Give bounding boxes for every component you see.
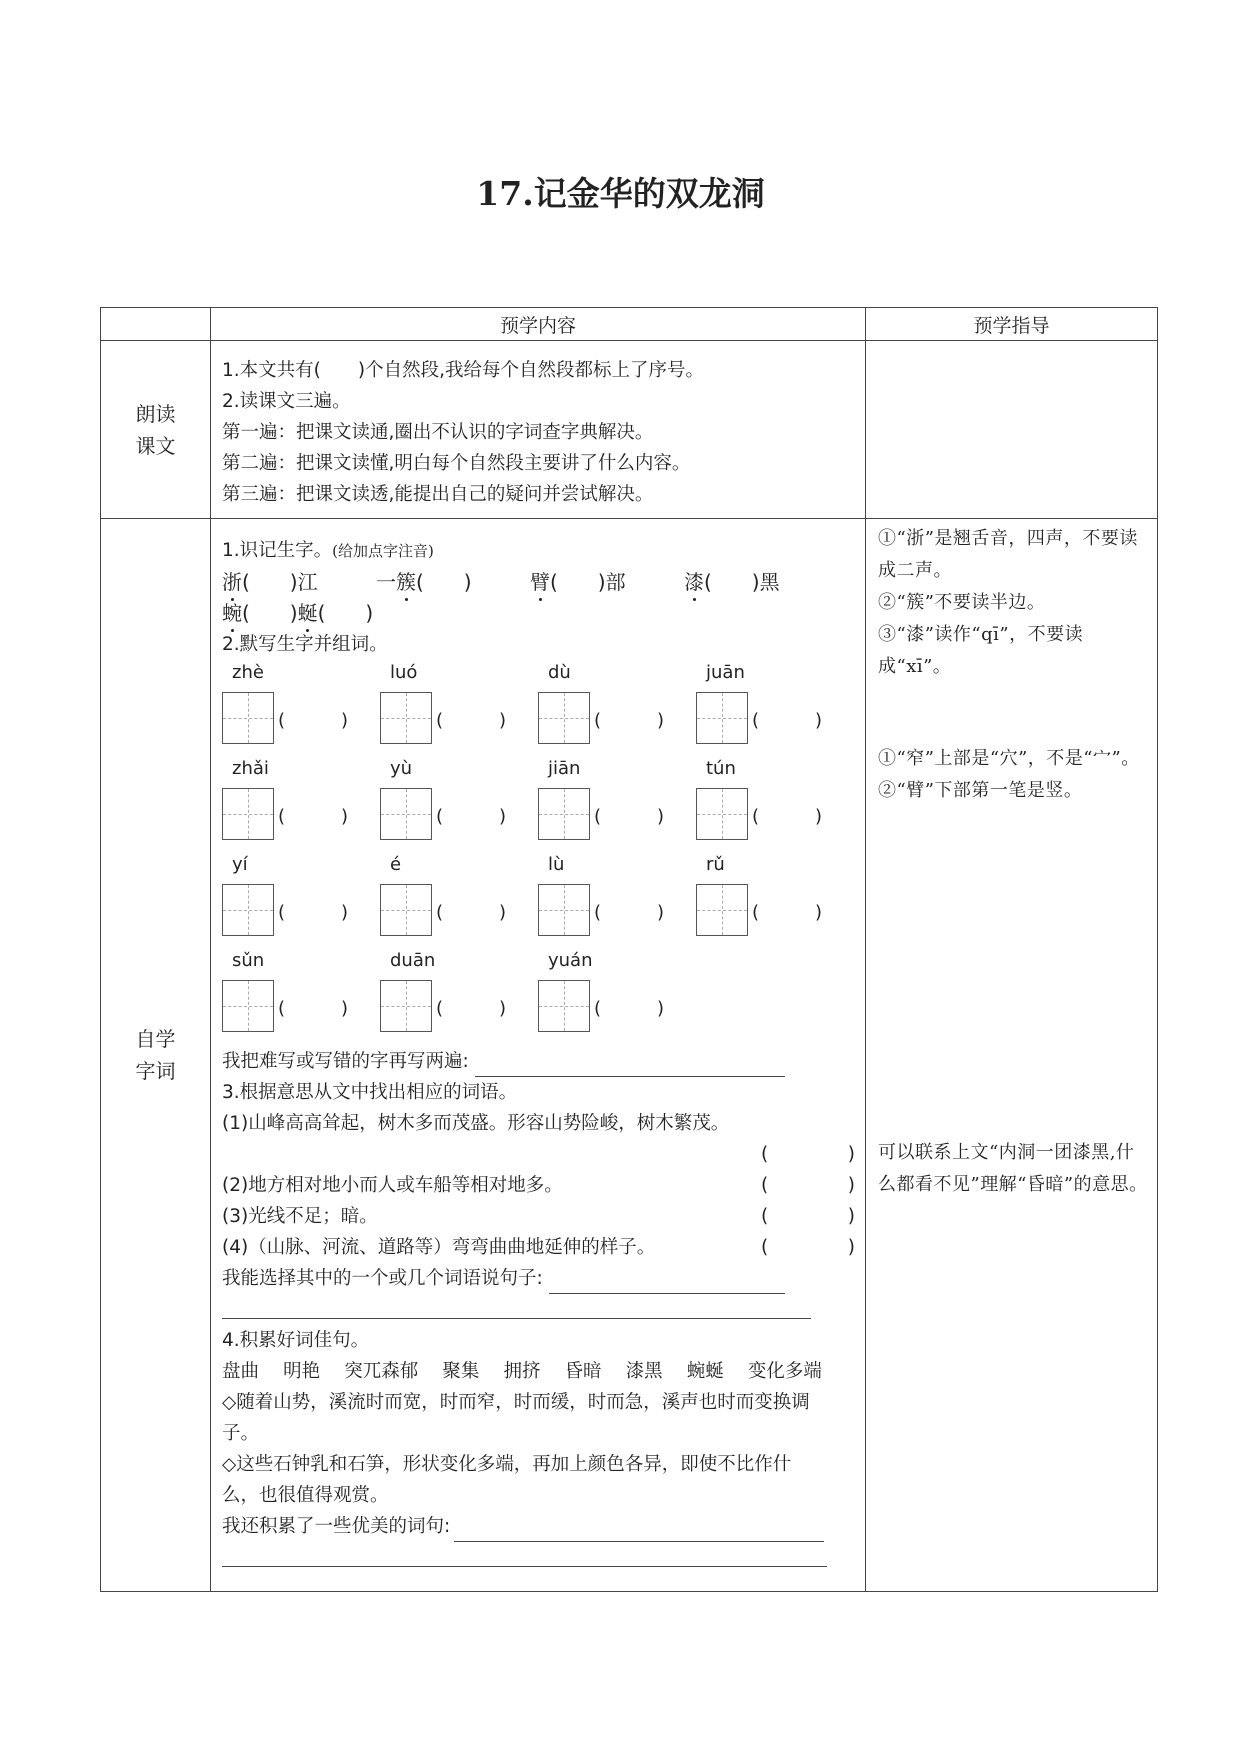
paren-right: ) bbox=[656, 902, 664, 923]
grid-cell bbox=[696, 854, 854, 950]
sentence-para-2: ◇这些石钟乳和石笋，形状变化多端，再加上颜色各异，即使不比作什么，也很值得观赏。 bbox=[222, 1454, 792, 1506]
pinyin-label: é bbox=[390, 854, 402, 875]
char-item bbox=[376, 567, 530, 598]
guide-group-3: 可以联系上文“内洞一团漆黑,什么都看不见”理解“昏暗”的意思。 bbox=[878, 1142, 1148, 1195]
pinyin-label: rǔ bbox=[706, 854, 725, 875]
label-line: 字词 bbox=[135, 1059, 176, 1083]
section-label-reading bbox=[101, 341, 211, 519]
writing-box[interactable] bbox=[222, 884, 274, 936]
paren-left: ( bbox=[594, 710, 602, 731]
paren-left: ( bbox=[752, 710, 760, 731]
writing-box[interactable] bbox=[538, 884, 590, 936]
pinyin-label: sǔn bbox=[232, 950, 265, 971]
pinyin-label: yí bbox=[232, 854, 248, 875]
vocab-word: 盘曲 bbox=[222, 1361, 260, 1382]
guide-item: ③“漆”读作“qī”，不要读成“xī”。 bbox=[878, 624, 1084, 677]
q3-answer[interactable]: ( ) bbox=[761, 1206, 855, 1227]
word-blank[interactable] bbox=[436, 897, 506, 928]
word-blank[interactable] bbox=[752, 897, 822, 928]
char-item bbox=[222, 567, 376, 598]
q3-item: (3)光线不足；暗。 bbox=[222, 1206, 378, 1227]
reading-line: 2.读课文三遍。 bbox=[222, 391, 351, 412]
q4-heading: 4.积累好词佳句。 bbox=[222, 1330, 370, 1351]
word-blank[interactable] bbox=[594, 801, 664, 832]
rewrite-label: 我把难写或写错的字再写两遍: bbox=[222, 1051, 469, 1072]
writing-box[interactable] bbox=[538, 788, 590, 840]
pinyin-label: zhǎi bbox=[232, 758, 269, 779]
word-blank[interactable] bbox=[436, 993, 506, 1024]
writing-box[interactable] bbox=[222, 980, 274, 1032]
label-line: 课文 bbox=[135, 433, 176, 458]
paren-left: ( bbox=[594, 806, 602, 827]
word-blank[interactable] bbox=[436, 705, 506, 736]
writing-box[interactable] bbox=[222, 788, 274, 840]
vocab-word: 漆黑 bbox=[625, 1361, 663, 1382]
writing-box[interactable] bbox=[696, 788, 748, 840]
paren-left: ( bbox=[752, 902, 760, 923]
paren-right: ) bbox=[656, 998, 664, 1019]
paren-right: ) bbox=[340, 998, 348, 1019]
grid-row bbox=[222, 950, 855, 1046]
grid-cell bbox=[696, 662, 854, 758]
sentence-blank-2[interactable] bbox=[222, 1294, 811, 1319]
grid-row bbox=[222, 662, 855, 758]
guide-group-2 bbox=[878, 743, 1149, 807]
q3-item-row bbox=[222, 1232, 855, 1263]
char-rest: ( )江 bbox=[242, 570, 318, 594]
paren-left: ( bbox=[436, 902, 444, 923]
paren-left: ( bbox=[278, 806, 286, 827]
guide-group-1 bbox=[878, 523, 1149, 683]
q1-note: (给加点字注音) bbox=[332, 542, 434, 560]
dotted-char: 蜒 bbox=[298, 598, 318, 629]
reading-line: 第三遍：把课文读透,能提出自己的疑问并尝试解决。 bbox=[222, 484, 654, 505]
rewrite-blank[interactable] bbox=[475, 1054, 785, 1077]
word-blank[interactable] bbox=[436, 801, 506, 832]
accumulate-blank-2[interactable] bbox=[222, 1542, 827, 1567]
grid-cell bbox=[696, 758, 854, 854]
guide-item: ②“簇”不要读半边。 bbox=[878, 592, 1046, 613]
grid-cell bbox=[222, 758, 380, 854]
section-reading bbox=[101, 341, 1158, 519]
paren-right: ) bbox=[340, 710, 348, 731]
corner-cell bbox=[101, 308, 211, 341]
q3-item-row bbox=[222, 1170, 855, 1201]
dotted-char: 簇 bbox=[396, 567, 416, 598]
vocab-word: 拥挤 bbox=[503, 1361, 541, 1382]
writing-box[interactable] bbox=[696, 884, 748, 936]
paren-left: ( bbox=[278, 710, 286, 731]
guide-item: ①“浙”是翘舌音，四声，不要读成二声。 bbox=[878, 528, 1138, 581]
paren-right: ) bbox=[340, 902, 348, 923]
grid-cell bbox=[222, 950, 380, 1046]
word-blank[interactable] bbox=[278, 801, 348, 832]
writing-box[interactable] bbox=[696, 692, 748, 744]
paren-right: ) bbox=[814, 902, 822, 923]
grid-cell bbox=[380, 758, 538, 854]
vocab-content bbox=[211, 519, 866, 1592]
word-blank[interactable] bbox=[278, 897, 348, 928]
paren-right: ) bbox=[656, 710, 664, 731]
vocab-word: 聚集 bbox=[442, 1361, 480, 1382]
worksheet-table bbox=[100, 307, 1158, 1592]
dotted-char: 浙 bbox=[222, 567, 242, 598]
grid-cell bbox=[538, 758, 696, 854]
dotted-char: 漆 bbox=[684, 567, 704, 598]
word-list bbox=[222, 1356, 822, 1387]
paren-left: ( bbox=[752, 806, 760, 827]
paren-right: ) bbox=[498, 710, 506, 731]
q3-answer[interactable]: ( ) bbox=[761, 1175, 855, 1196]
pinyin-label: jiān bbox=[548, 758, 581, 779]
grid-row bbox=[222, 758, 855, 854]
grid-cell bbox=[380, 950, 538, 1046]
paren-left: ( bbox=[436, 998, 444, 1019]
paren-right: ) bbox=[814, 806, 822, 827]
vocab-word: 变化多端 bbox=[747, 1361, 822, 1382]
vocab-word: 明艳 bbox=[283, 1361, 321, 1382]
accumulate-blank[interactable] bbox=[454, 1519, 824, 1542]
char-rest: ( )部 bbox=[550, 570, 626, 594]
paren-right: ) bbox=[340, 806, 348, 827]
rewrite-line bbox=[222, 1046, 855, 1077]
writing-grid bbox=[222, 662, 855, 1046]
word-blank[interactable] bbox=[752, 705, 822, 736]
char-rest: ( ) bbox=[317, 601, 374, 625]
content-header: 预学内容 bbox=[211, 308, 866, 341]
pinyin-label: tún bbox=[706, 758, 736, 779]
word-blank[interactable] bbox=[594, 705, 664, 736]
char-item bbox=[530, 567, 684, 598]
char-rest: ( )黑 bbox=[704, 570, 780, 594]
sentence-label: 我能选择其中的一个或几个词语说句子: bbox=[222, 1268, 543, 1289]
label-line: 自学 bbox=[135, 1027, 176, 1051]
reading-line: 1.本文共有( )个自然段,我给每个自然段都标上了序号。 bbox=[222, 360, 704, 381]
q3-item-row bbox=[222, 1201, 855, 1232]
word-blank[interactable] bbox=[752, 801, 822, 832]
char-item bbox=[684, 570, 780, 594]
q3-answer[interactable]: ( ) bbox=[761, 1237, 855, 1258]
q1-heading bbox=[222, 535, 855, 567]
char-rest: ( ) bbox=[416, 570, 472, 594]
word-blank[interactable] bbox=[278, 705, 348, 736]
writing-box[interactable] bbox=[380, 692, 432, 744]
pinyin-label: dù bbox=[548, 662, 571, 683]
sentence-para-1: ◇随着山势，溪流时而宽，时而窄，时而缓，时而急，溪声也时而变换调子。 bbox=[222, 1392, 810, 1444]
char-item: 蜿( )蜒( ) bbox=[222, 601, 373, 625]
paren-right: ) bbox=[814, 710, 822, 731]
paren-right: ) bbox=[498, 806, 506, 827]
writing-box[interactable] bbox=[538, 980, 590, 1032]
paren-left: ( bbox=[278, 998, 286, 1019]
pinyin-label: zhè bbox=[232, 662, 264, 683]
q2-heading: 2.默写生字并组词。 bbox=[222, 634, 388, 655]
writing-box[interactable] bbox=[380, 788, 432, 840]
reading-line: 第二遍：把课文读懂,明白每个自然段主要讲了什么内容。 bbox=[222, 453, 691, 474]
reading-content bbox=[211, 341, 866, 519]
paren-left: ( bbox=[278, 902, 286, 923]
pinyin-label: yù bbox=[390, 758, 413, 779]
paren-right: ) bbox=[498, 998, 506, 1019]
pinyin-label: lù bbox=[548, 854, 565, 875]
char-list bbox=[222, 567, 855, 598]
q3-item: (1)山峰高高耸起，树木多而茂盛。形容山势险峻，树木繁茂。 bbox=[222, 1113, 730, 1134]
label-line: 朗读 bbox=[135, 401, 176, 426]
q3-item: (4)（山脉、河流、道路等）弯弯曲曲地延伸的样子。 bbox=[222, 1237, 656, 1258]
reading-line: 第一遍：把课文读通,圈出不认识的字词查字典解决。 bbox=[222, 422, 654, 443]
vocab-word: 突兀森郁 bbox=[344, 1361, 419, 1382]
writing-box[interactable] bbox=[222, 692, 274, 744]
grid-cell bbox=[222, 854, 380, 950]
reading-guide bbox=[866, 341, 1158, 519]
char-pre: 一 bbox=[376, 570, 396, 594]
paren-left: ( bbox=[594, 902, 602, 923]
grid-cell bbox=[538, 950, 696, 1046]
vocab-word: 蜿蜒 bbox=[686, 1361, 724, 1382]
sentence-blank[interactable] bbox=[549, 1271, 785, 1294]
grid-row bbox=[222, 854, 855, 950]
guide-item: ②“臂”下部第一笔是竖。 bbox=[878, 780, 1083, 801]
paren-left: ( bbox=[594, 998, 602, 1019]
dotted-char: 臂 bbox=[530, 567, 550, 598]
guide-header: 预学指导 bbox=[866, 308, 1158, 341]
grid-cell bbox=[380, 854, 538, 950]
header-row bbox=[101, 308, 1158, 341]
writing-box[interactable] bbox=[380, 980, 432, 1032]
char-list-2 bbox=[222, 598, 855, 629]
vocab-guide bbox=[866, 519, 1158, 1592]
dotted-char: 蜿 bbox=[222, 598, 242, 629]
section-label-vocab bbox=[101, 519, 211, 1592]
vocab-word: 昏暗 bbox=[564, 1361, 602, 1382]
q3-item: (2)地方相对地小而人或车船等相对地多。 bbox=[222, 1175, 563, 1196]
grid-cell bbox=[380, 662, 538, 758]
q3-heading: 3.根据意思从文中找出相应的词语。 bbox=[222, 1082, 518, 1103]
grid-cell bbox=[538, 662, 696, 758]
page-title: 17.记金华的双龙洞 bbox=[476, 174, 765, 213]
grid-cell bbox=[538, 854, 696, 950]
word-blank[interactable] bbox=[278, 993, 348, 1024]
q1-title: 1.识记生字。 bbox=[222, 540, 333, 561]
q3-answer-1[interactable]: ( ) bbox=[761, 1144, 855, 1165]
word-blank[interactable] bbox=[594, 897, 664, 928]
accumulate-line bbox=[222, 1511, 855, 1542]
pinyin-label: yuán bbox=[548, 950, 593, 971]
writing-box[interactable] bbox=[380, 884, 432, 936]
writing-box[interactable] bbox=[538, 692, 590, 744]
paren-left: ( bbox=[436, 806, 444, 827]
accumulate-label: 我还积累了一些优美的词句: bbox=[222, 1516, 451, 1537]
section-vocab bbox=[101, 519, 1158, 1592]
pinyin-label: juān bbox=[706, 662, 745, 683]
paren-right: ) bbox=[498, 902, 506, 923]
pinyin-label: duān bbox=[390, 950, 436, 971]
sentence-line bbox=[222, 1263, 855, 1294]
grid-cell bbox=[222, 662, 380, 758]
guide-item: ①“窄”上部是“穴”，不是“宀”。 bbox=[878, 748, 1140, 769]
paren-right: ) bbox=[656, 806, 664, 827]
paren-left: ( bbox=[436, 710, 444, 731]
word-blank[interactable] bbox=[594, 993, 664, 1024]
pinyin-label: luó bbox=[390, 662, 418, 683]
